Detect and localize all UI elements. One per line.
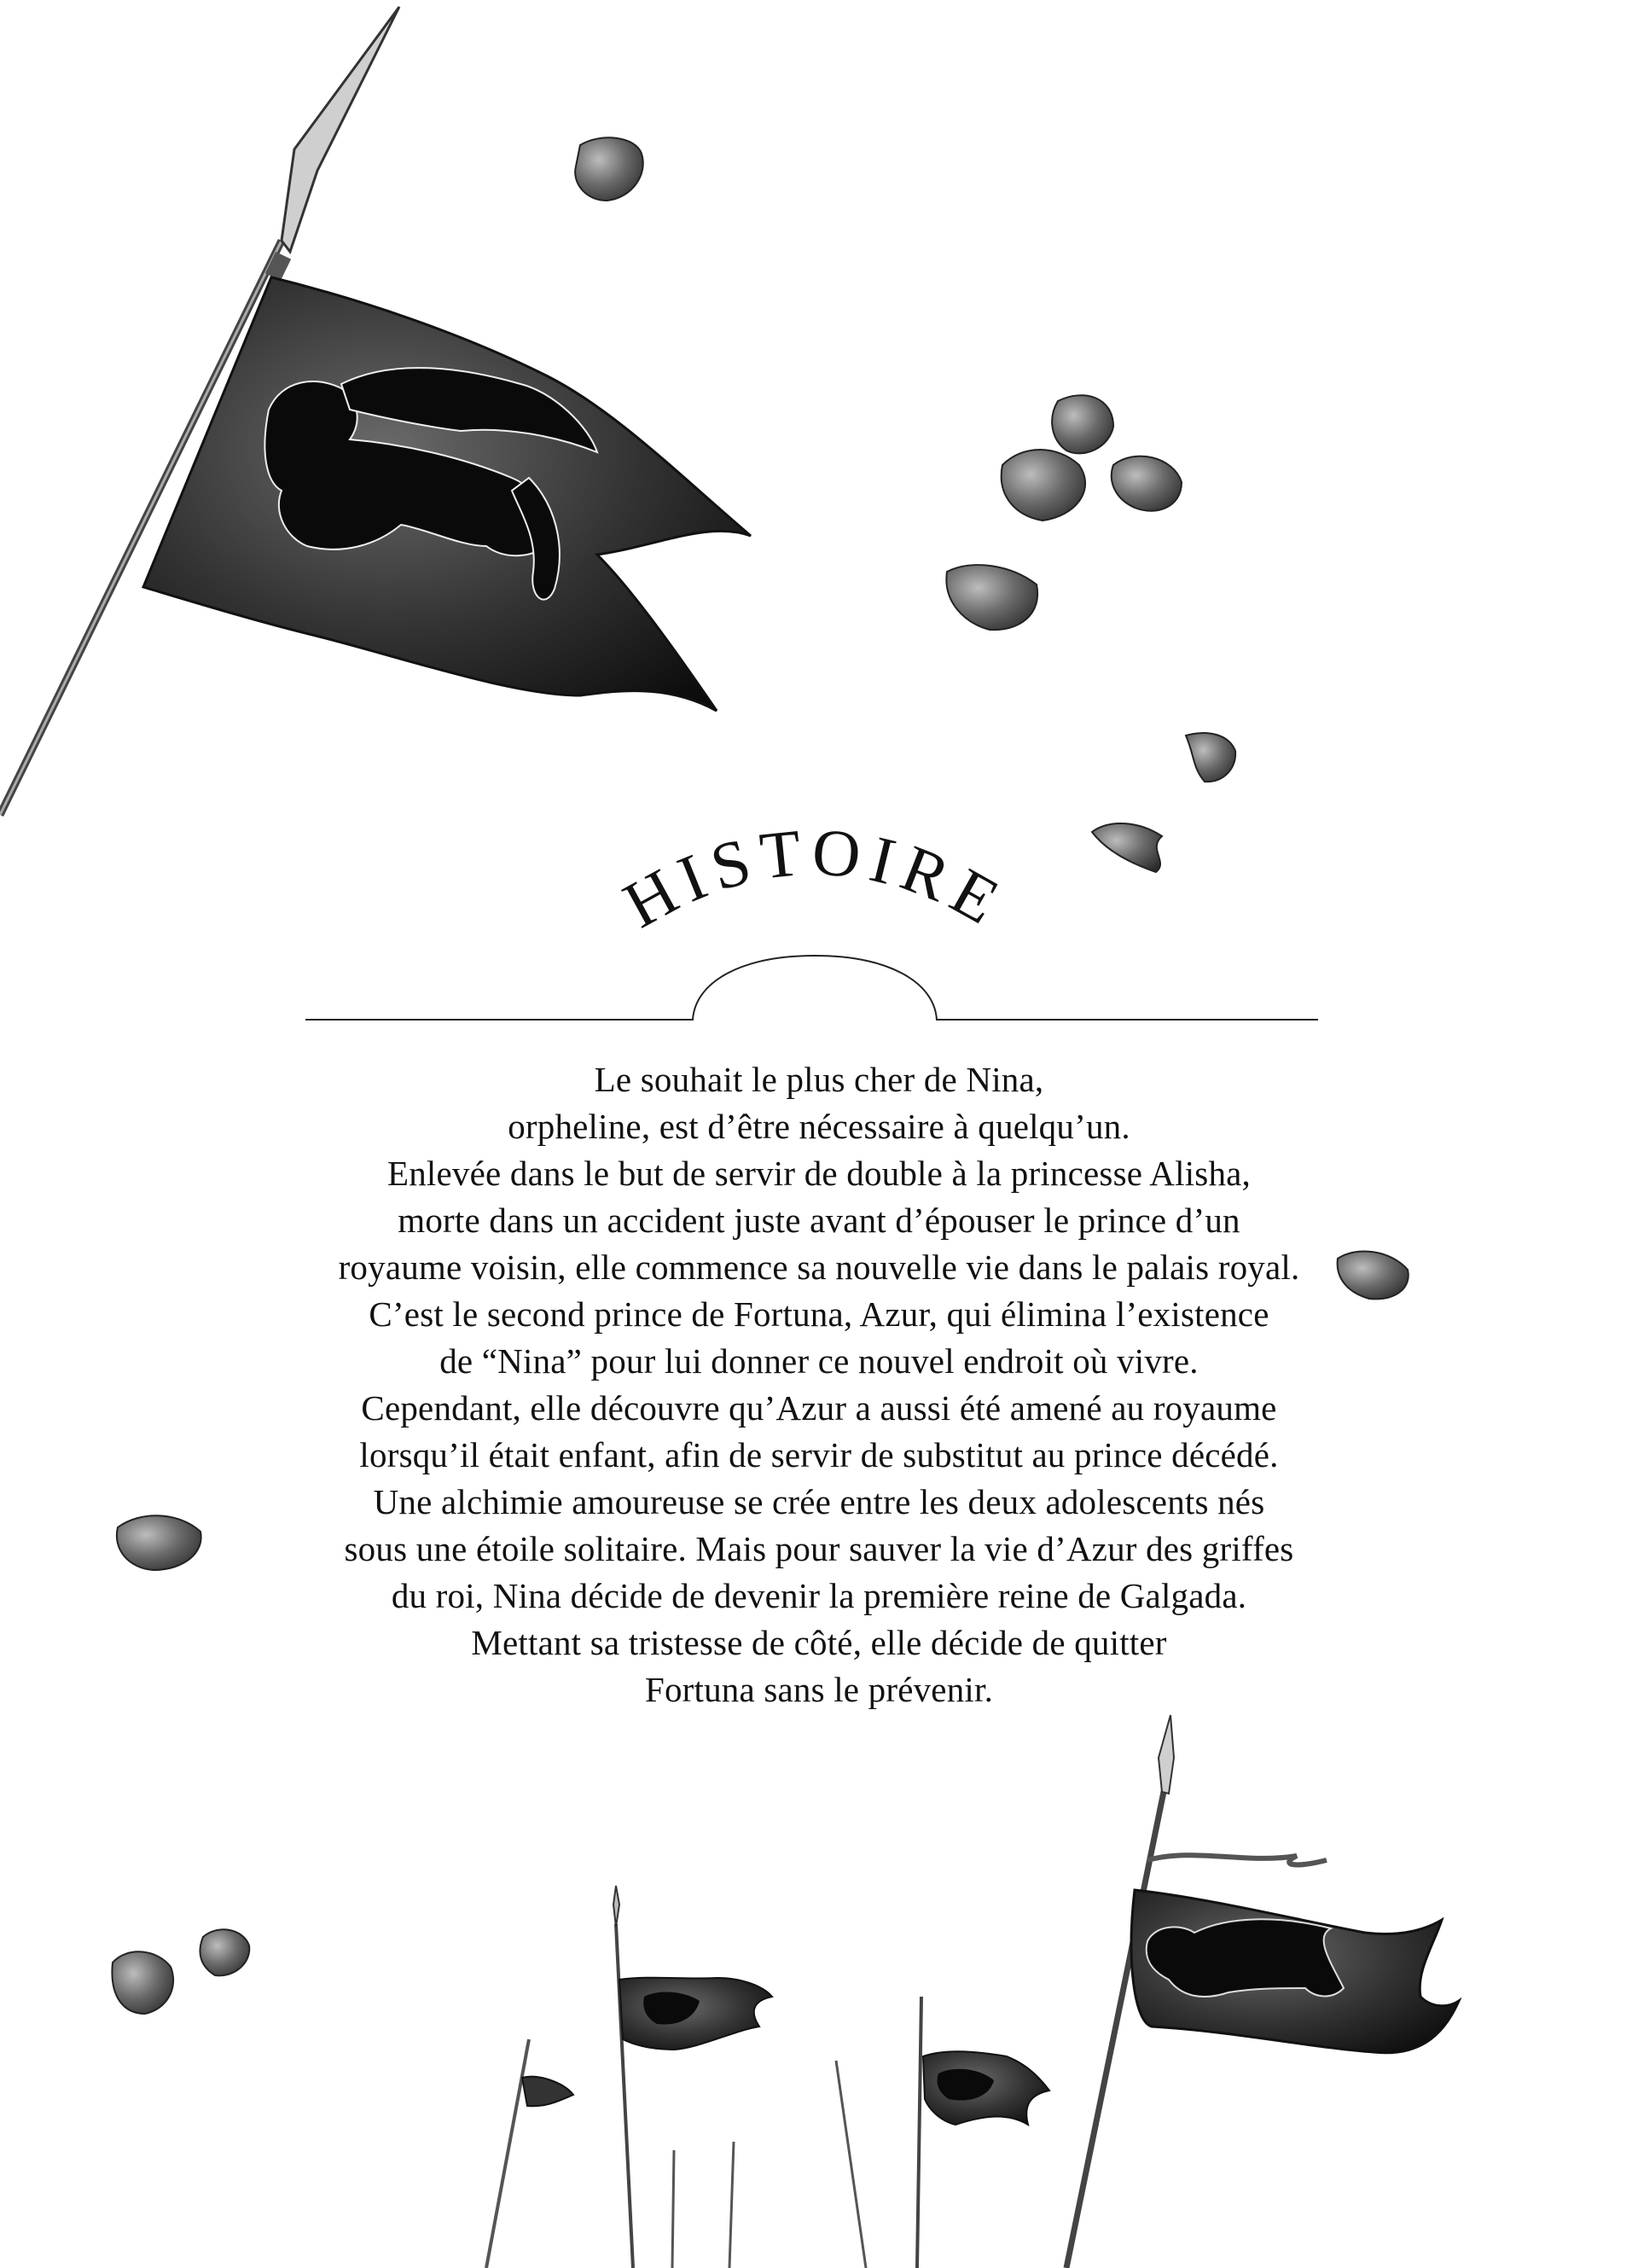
bottom-flag <box>522 2077 573 2107</box>
synopsis-line: Enlevée dans le but de servir de double à la princesse Alisha, <box>386 1154 1251 1193</box>
petal-icon <box>1052 395 1113 453</box>
synopsis-line: morte dans un accident juste avant d’épouser le prince d’un <box>398 1201 1240 1240</box>
synopsis-line: du roi, Nina décide de devenir la première reine de Galgada. <box>391 1576 1247 1615</box>
page-title: HISTOIRE <box>611 813 1019 943</box>
synopsis-line: sous une étoile solitaire. Mais pour sauver la vie d’Azur des griffes <box>344 1529 1294 1568</box>
bottom-flag <box>619 1978 772 2050</box>
synopsis-line: Une alchimie amoureuse se crée entre les deux adolescents nés <box>373 1482 1265 1521</box>
synopsis-text <box>303 1056 1335 1713</box>
petal-icon <box>1092 823 1162 872</box>
petal-icon <box>1186 733 1235 782</box>
synopsis-line: Le souhait le plus cher de Nina, <box>594 1060 1044 1099</box>
spear-tip <box>613 1886 619 1927</box>
synopsis-line: lorsqu’il était enfant, afin de servir de substitut au prince décédé. <box>359 1435 1279 1474</box>
petal-icon <box>1002 450 1085 520</box>
petal-icon <box>200 1929 249 1975</box>
spear-pole <box>917 1997 921 2268</box>
synopsis-line: Mettant sa tristesse de côté, elle décide de quitter <box>471 1623 1167 1662</box>
spear-tip <box>1159 1715 1174 1794</box>
synopsis-line: royaume voisin, elle commence sa nouvelle vie dans le palais royal. <box>338 1247 1300 1287</box>
bottom-banners <box>486 1715 1459 2268</box>
title-divider <box>305 956 1318 1020</box>
synopsis-line: de “Nina” pour lui donner ce nouvel endroit où vivre. <box>439 1341 1199 1381</box>
winged-lion-icon <box>1147 1919 1344 1997</box>
synopsis-line: Cependant, elle découvre qu’Azur a aussi été amené au royaume <box>361 1388 1277 1428</box>
petal-icon <box>946 565 1037 630</box>
petal-icon <box>1338 1251 1409 1299</box>
petal-icon <box>117 1515 201 1570</box>
petal-icon <box>112 1951 173 2014</box>
synopsis-line: C’est le second prince de Fortuna, Azur, qui élimina l’existence <box>369 1294 1269 1334</box>
spear-tip <box>282 7 399 252</box>
spear-pole <box>836 2061 866 2268</box>
spear-pole <box>616 1924 633 2268</box>
synopsis-line: Fortuna sans le prévenir. <box>644 1670 994 1709</box>
spear-pole <box>486 2039 529 2268</box>
petal-icon <box>575 137 643 201</box>
synopsis-line: orpheline, est d’être nécessaire à quelqu’un. <box>508 1107 1130 1146</box>
top-banner <box>0 7 751 815</box>
petal-icon <box>1112 457 1182 511</box>
